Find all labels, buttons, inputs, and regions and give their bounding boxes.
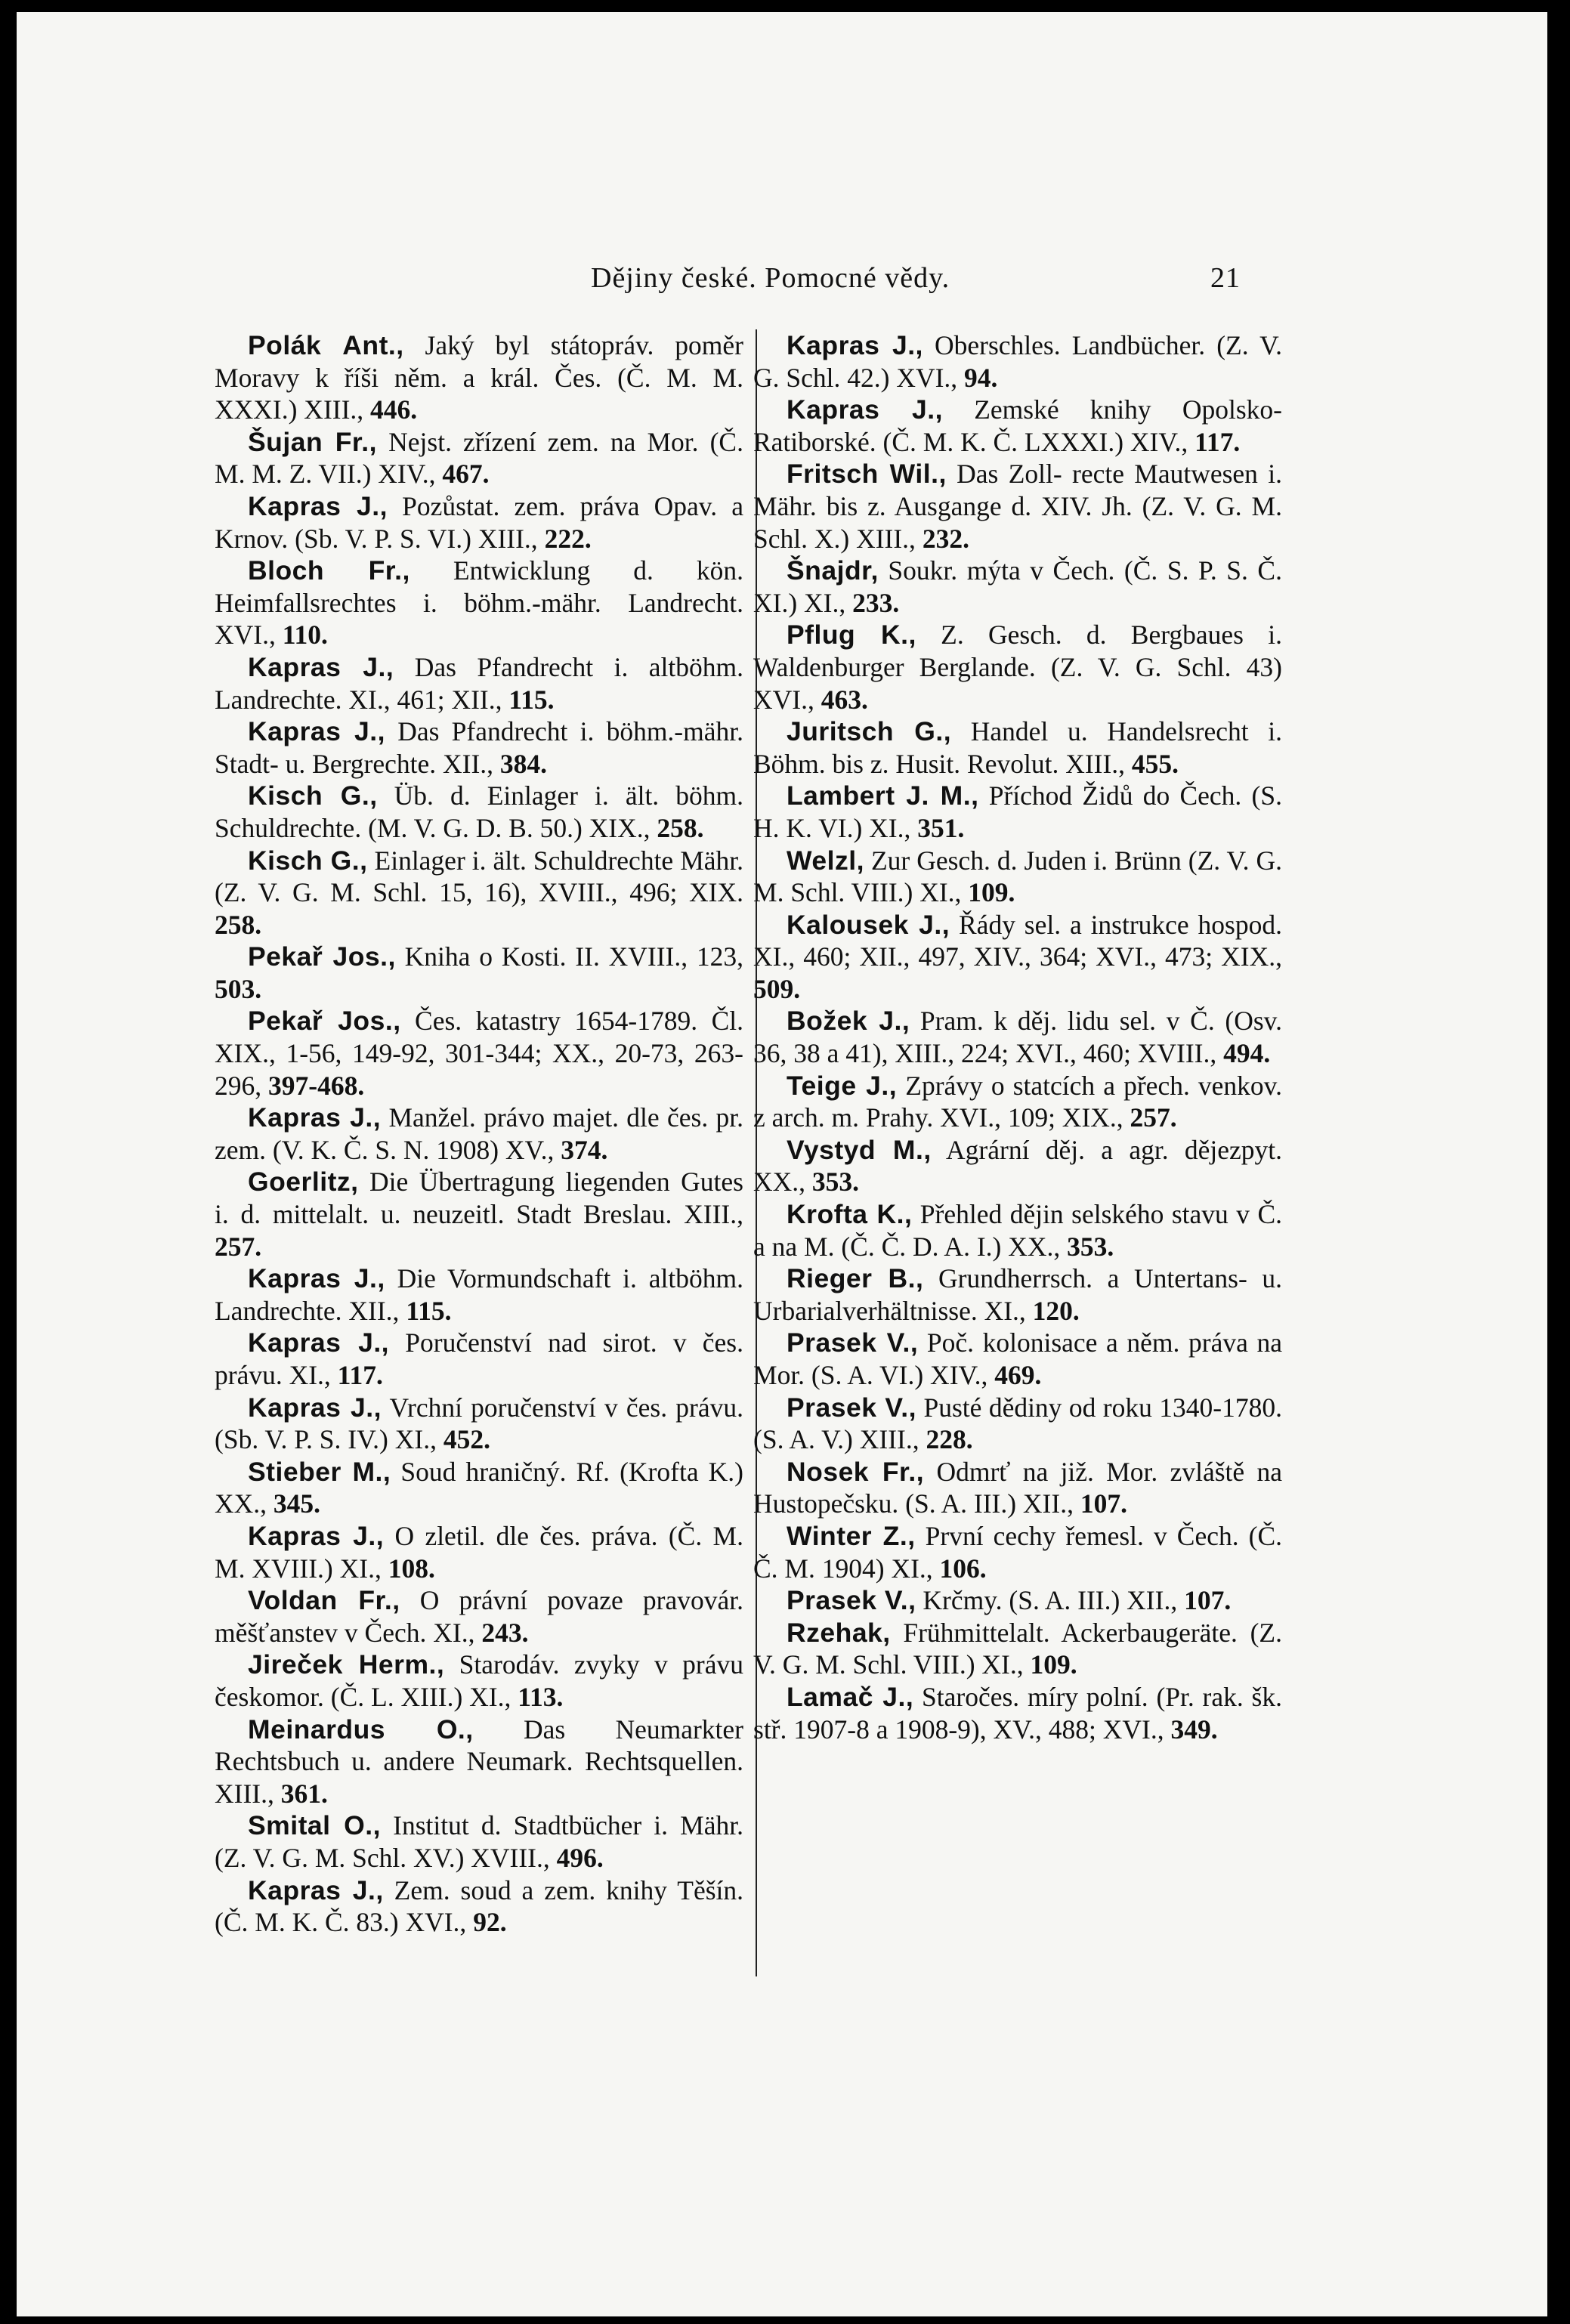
bibliography-entry — [215, 941, 743, 1005]
entry-text: První cechy řemesl. v Čech. (Č. Č. M. 1904) XI., — [753, 1520, 1282, 1584]
entry-author: Kapras J., — [248, 1392, 382, 1423]
entry-text: Das Neumarkter Rechtsbuch u. andere Neumark. Rechtsquellen. XIII., — [215, 1714, 743, 1809]
entry-author: Kapras J., — [248, 490, 388, 521]
bibliography-entry — [753, 1584, 1282, 1617]
book-page — [17, 12, 1547, 2316]
entry-page-ref: 232. — [922, 523, 969, 554]
entry-text: Poč. kolonisace a něm. práva na Mor. (S. A. VI.) XIV., — [753, 1327, 1282, 1390]
bibliography-entry — [215, 1520, 743, 1584]
entry-author: Kapras J., — [248, 1327, 390, 1358]
entry-author: Rieger B., — [787, 1263, 924, 1294]
entry-author: Kapras J., — [248, 1263, 385, 1294]
entry-text: Manžel. právo majet. dle čes. pr. zem. (V. K. Č. S. N. 1908) XV., — [215, 1102, 743, 1165]
running-title: Dějiny české. Pomocné vědy. — [591, 262, 950, 294]
entry-text: Pram. k děj. lidu sel. v Č. (Osv. 36, 38 a 41), XIII., 224; XVI., 460; XVIII., — [753, 1006, 1282, 1069]
entry-page-ref: 496. — [556, 1842, 604, 1873]
entry-page-ref: 117. — [337, 1360, 383, 1390]
entry-page-ref: 349. — [1170, 1714, 1218, 1745]
entry-text: Die Übertragung liegenden Gutes i. d. mittelalt. u. neuzeitl. Stadt Breslau. XIII., — [215, 1167, 743, 1230]
entry-page-ref: 463. — [821, 684, 868, 715]
entry-page-ref: 115. — [508, 684, 555, 715]
entry-page-ref: 257. — [1130, 1102, 1177, 1133]
bibliography-entry — [753, 1456, 1282, 1520]
bibliography-entry — [215, 426, 743, 490]
entry-text: Einlager i. ält. Schuldrechte Mähr. (Z. V. G. M. Schl. 15, 16), XVIII., 496; XIX. — [215, 845, 743, 908]
bibliography-entry — [753, 394, 1282, 458]
entry-text: Das Zoll- recte Mautwesen i. Mähr. bis z. Ausgange d. XIV. Jh. (Z. V. G. M. Schl. X.) XIII., — [753, 459, 1282, 554]
entry-text: Die Vormundschaft i. altböhm. Landrechte. XII., — [215, 1263, 743, 1326]
bibliography-entry — [753, 1134, 1282, 1198]
entry-page-ref: 509. — [753, 973, 801, 1004]
bibliography-entry — [215, 651, 743, 715]
entry-page-ref: 107. — [1080, 1488, 1127, 1519]
entry-author: Rzehak, — [787, 1617, 891, 1648]
bibliography-entry — [215, 1262, 743, 1327]
entry-text: Nejst. zřízení zem. na Mor. (Č. M. M. Z. VII.) XIV., — [215, 426, 743, 490]
entry-text: Agrární děj. a agr. dějezpyt. XX., — [753, 1134, 1282, 1198]
entry-text: Krčmy. (S. A. III.) XII., — [916, 1585, 1185, 1616]
bibliography-entry — [215, 1456, 743, 1520]
bibliography-entry — [215, 1166, 743, 1262]
bibliography-entry — [215, 1327, 743, 1391]
entry-page-ref: 92. — [473, 1907, 507, 1938]
entry-text: Odmrť na již. Mor. zvláště na Hustopečsku. (S. A. III.) XII., — [753, 1456, 1282, 1519]
bibliography-entry — [753, 329, 1282, 394]
bibliography-entry — [215, 1714, 743, 1810]
entry-page-ref: 455. — [1131, 748, 1179, 779]
entry-author: Winter Z., — [787, 1520, 916, 1551]
entry-page-ref: 107. — [1184, 1585, 1232, 1616]
entry-text: Starodáv. zvyky v právu českomor. (Č. L. XIII.) XI., — [215, 1649, 743, 1712]
entry-author: Meinardus O., — [248, 1714, 474, 1745]
entry-author: Kapras J., — [248, 1874, 384, 1905]
entry-author: Lambert J. M., — [787, 780, 979, 811]
entry-text: Poručenství nad sirot. v čes. právu. XI., — [215, 1327, 743, 1390]
entry-author: Nosek Fr., — [787, 1456, 925, 1487]
entry-author: Kisch G., — [248, 845, 368, 876]
entry-author: Fritsch Wil., — [787, 459, 947, 490]
bibliography-entry — [753, 1070, 1282, 1134]
entry-text: Soukr. mýta v Čech. (Č. S. P. S. Č. XI.) XI., — [753, 555, 1282, 618]
entry-author: Kapras J., — [248, 1520, 385, 1551]
entry-author: Juritsch G., — [787, 716, 952, 747]
entry-author: Šujan Fr., — [248, 426, 378, 457]
entry-text: Zur Gesch. d. Juden i. Brünn (Z. V. G. M. Schl. VIII.) XI., — [753, 845, 1282, 908]
bibliography-entry — [753, 1392, 1282, 1456]
entry-page-ref: 353. — [1067, 1231, 1114, 1262]
entry-page-ref: 120. — [1032, 1295, 1080, 1326]
entry-author: Kapras J., — [248, 651, 394, 682]
entry-text: Přehled dějin selského stavu v Č. a na M. (Č. Č. D. A. I.) XX., — [753, 1199, 1283, 1262]
entry-text: Das Pfandrecht i. altböhm. Landrechte. XI., 461; XII., — [215, 651, 744, 715]
left-column — [215, 329, 743, 1939]
entry-author: Kapras J., — [787, 330, 923, 360]
entry-page-ref: 115. — [406, 1295, 452, 1326]
entry-author: Polák Ant., — [248, 330, 404, 360]
entry-author: Smital O., — [248, 1810, 381, 1841]
entry-page-ref: 222. — [544, 523, 592, 554]
entry-text: Kniha o Kosti. II. XVIII., 123, — [395, 941, 743, 972]
entry-author: Bloch Fr., — [248, 555, 410, 586]
bibliography-entry — [753, 715, 1282, 780]
entry-author: Krofta K., — [787, 1199, 913, 1230]
entry-text: Handel u. Handelsrecht i. Böhm. bis z. Husit. Revolut. XIII., — [753, 716, 1282, 779]
page-number: 21 — [1210, 262, 1241, 294]
bibliography-entry — [215, 1392, 743, 1456]
bibliography-entry — [753, 1520, 1282, 1584]
entry-text: Zem. soud a zem. knihy Těšín. (Č. M. K. Č. 83.) XVI., — [215, 1874, 743, 1938]
entry-text: Oberschles. Landbücher. (Z. V. G. Schl. 42.) XVI., — [753, 330, 1282, 393]
entry-text: Zemské knihy Opolsko-Ratiborské. (Č. M. K. Č. LXXXI.) XIV., — [753, 394, 1282, 457]
entry-page-ref: 397-468. — [268, 1070, 365, 1101]
bibliography-entry — [753, 909, 1282, 1006]
entry-text: Frühmittelalt. Ackerbaugeräte. (Z. V. G. M. Schl. VIII.) XI., — [753, 1617, 1282, 1680]
entry-page-ref: 109. — [1030, 1649, 1077, 1680]
entry-text: Příchod Židů do Čech. (S. H. K. VI.) XI., — [753, 780, 1282, 843]
bibliography-entry — [753, 458, 1282, 555]
entry-author: Kapras J., — [787, 394, 944, 425]
bibliography-entry — [215, 845, 743, 941]
entry-text: Jaký byl státopráv. poměr Moravy k říši něm. a král. Čes. (Č. M. M. XXXI.) XIII., — [215, 330, 743, 425]
entry-page-ref: 228. — [926, 1424, 973, 1455]
entry-author: Teige J., — [787, 1070, 898, 1101]
bibliography-entry — [215, 329, 743, 426]
entry-page-ref: 110. — [282, 620, 328, 651]
bibliography-entry — [753, 845, 1282, 909]
entry-page-ref: 109. — [968, 877, 1015, 908]
entry-page-ref: 233. — [852, 587, 900, 618]
bibliography-entry — [753, 555, 1282, 619]
entry-author: Kalousek J., — [787, 909, 950, 940]
entry-author: Prasek V., — [787, 1327, 919, 1358]
entry-text: O právní povaze pravovár. měšťanstev v Čech. XI., — [215, 1585, 744, 1648]
entry-author: Vystyd M., — [787, 1134, 932, 1165]
entry-page-ref: 494. — [1223, 1038, 1271, 1069]
entry-author: Pekař Jos., — [248, 941, 396, 972]
entry-author: Kisch G., — [248, 780, 378, 811]
bibliography-entry — [215, 1649, 743, 1713]
entry-author: Kapras J., — [248, 1102, 382, 1133]
entry-page-ref: 113. — [518, 1681, 564, 1712]
bibliography-entry — [753, 1327, 1282, 1391]
entry-author: Goerlitz, — [248, 1167, 359, 1198]
entry-page-ref: 384. — [499, 748, 548, 779]
bibliography-entry — [753, 1617, 1282, 1681]
entry-page-ref: 469. — [994, 1360, 1042, 1390]
entry-author: Pflug K., — [787, 620, 916, 651]
entry-page-ref: 243. — [481, 1617, 529, 1648]
entry-page-ref: 258. — [215, 909, 262, 940]
entry-page-ref: 446. — [370, 394, 418, 425]
bibliography-entry — [753, 1005, 1282, 1069]
entry-text: Čes. katastry 1654-1789. Čl. XIX., 1-56, 149-92, 301-344; XX., 20-73, 263-296, — [215, 1006, 743, 1101]
entry-text: Staročes. míry polní. (Pr. rak. šk. stř. 1907-8 a 1908-9), XV., 488; XVI., — [753, 1681, 1282, 1745]
entry-page-ref: 353. — [811, 1167, 860, 1198]
entry-text: Institut d. Stadtbücher i. Mähr. (Z. V. G. M. Schl. XV.) XVIII., — [215, 1810, 743, 1873]
entry-author: Prasek V., — [787, 1392, 917, 1423]
entry-text: Üb. d. Einlager i. ält. böhm. Schuldrechte. (M. V. G. D. B. 50.) XIX., — [215, 780, 744, 843]
entry-page-ref: 106. — [939, 1553, 987, 1584]
bibliography-entry — [753, 1681, 1282, 1745]
bibliography-entry — [215, 1584, 743, 1649]
entry-page-ref: 345. — [273, 1488, 321, 1519]
entry-author: Pekař Jos., — [248, 1006, 401, 1037]
entry-author: Jireček Herm., — [248, 1649, 445, 1680]
bibliography-entry — [215, 490, 743, 555]
entry-author: Božek J., — [787, 1006, 910, 1037]
entry-text: Řády sel. a instrukce hospod. XI., 460; XII., 497, XIV., 364; XVI., 473; XIX., — [753, 909, 1282, 972]
entry-text: Vrchní poručenství v čes. právu. (Sb. V. P. S. IV.) XI., — [215, 1392, 744, 1455]
entry-author: Welzl, — [787, 845, 864, 876]
entry-text: O zletil. dle čes. práva. (Č. M. M. XVIII.) XI., — [215, 1520, 744, 1584]
bibliography-entry — [215, 555, 743, 651]
entry-text: Das Pfandrecht i. böhm.-mähr. Stadt- u. Bergrechte. XII., — [215, 716, 743, 779]
entry-text: Soud hraničný. Rf. (Krofta K.) XX., — [215, 1456, 744, 1519]
bibliography-entry — [215, 1102, 743, 1166]
bibliography-entry — [753, 1262, 1282, 1327]
entry-author: Stieber M., — [248, 1456, 391, 1487]
entry-author: Lamač J., — [787, 1681, 914, 1712]
entry-page-ref: 503. — [215, 973, 262, 1004]
bibliography-entry — [215, 1874, 743, 1939]
entry-page-ref: 257. — [215, 1231, 262, 1262]
entry-page-ref: 361. — [280, 1778, 328, 1809]
entry-page-ref: 108. — [388, 1553, 435, 1584]
entry-page-ref: 117. — [1194, 426, 1241, 457]
entry-text: Pusté dědiny od roku 1340-1780. (S. A. V.) XIII., — [753, 1392, 1282, 1455]
entry-author: Šnajdr, — [787, 555, 879, 586]
bibliography-entry — [215, 1809, 743, 1874]
entry-page-ref: 467. — [442, 459, 490, 490]
entry-page-ref: 94. — [964, 362, 998, 393]
entry-page-ref: 374. — [561, 1134, 608, 1165]
entry-author: Prasek V., — [787, 1585, 916, 1616]
entry-text: Z. Gesch. d. Bergbaues i. Waldenburger Berglande. (Z. V. G. Schl. 43) XVI., — [753, 620, 1282, 715]
entry-author: Kapras J., — [248, 716, 386, 747]
bibliography-entry — [215, 780, 743, 844]
entry-text: Grundherrsch. a Untertans- u. Urbarialverhältnisse. XI., — [753, 1263, 1282, 1326]
bibliography-entry — [753, 1198, 1282, 1262]
entry-page-ref: 258. — [657, 812, 704, 843]
entry-text: Pozůstat. zem. práva Opav. a Krnov. (Sb. V. P. S. VI.) XIII., — [215, 490, 743, 554]
entry-page-ref: 351. — [917, 812, 965, 843]
entry-text: Entwicklung d. kön. Heimfallsrechtes i. böhm.-mähr. Landrecht. XVI., — [215, 555, 743, 651]
right-column — [753, 329, 1282, 1745]
entry-page-ref: 452. — [443, 1424, 490, 1455]
entry-text: Zprávy o statcích a přech. venkov. z arch. m. Prahy. XVI., 109; XIX., — [753, 1070, 1283, 1133]
entry-author: Voldan Fr., — [248, 1585, 400, 1616]
bibliography-entry — [753, 780, 1282, 844]
bibliography-entry — [215, 1005, 743, 1102]
bibliography-entry — [753, 619, 1282, 715]
bibliography-entry — [215, 715, 743, 780]
